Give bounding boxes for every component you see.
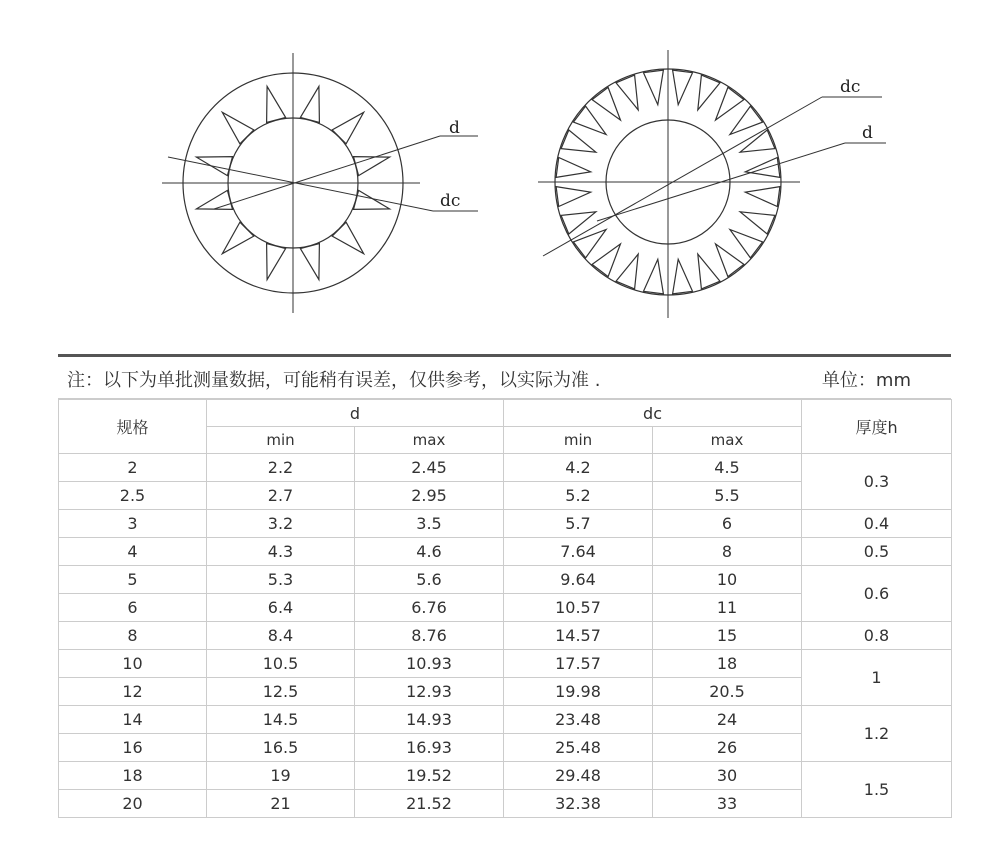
cell-d-min: 8.4 xyxy=(207,622,355,650)
left-dc-label: dc xyxy=(440,191,461,211)
cell-spec: 2 xyxy=(59,454,207,482)
inner-tooth xyxy=(222,222,254,254)
cell-d-min: 2.2 xyxy=(207,454,355,482)
left-dc-leader xyxy=(168,157,433,211)
cell-dc-max: 24 xyxy=(653,706,802,734)
outer-tooth xyxy=(573,230,606,258)
cell-d-max: 3.5 xyxy=(355,510,504,538)
cell-thickness: 0.8 xyxy=(802,622,952,650)
cell-dc-max: 11 xyxy=(653,594,802,622)
cell-thickness: 0.5 xyxy=(802,538,952,566)
outer-tooth xyxy=(716,87,744,120)
cell-thickness: 1.2 xyxy=(802,706,952,762)
cell-dc-max: 18 xyxy=(653,650,802,678)
dimensions-table xyxy=(58,399,952,818)
cell-d-max: 8.76 xyxy=(355,622,504,650)
cell-dc-min: 25.48 xyxy=(504,734,653,762)
inner-tooth xyxy=(196,190,232,209)
outer-tooth xyxy=(673,70,693,105)
outer-tooth xyxy=(745,158,780,178)
outer-tooth xyxy=(592,87,620,120)
cell-dc-max: 5.5 xyxy=(653,482,802,510)
cell-dc-max: 33 xyxy=(653,790,802,818)
internal-tooth-washer-drawing xyxy=(162,53,478,313)
cell-d-min: 12.5 xyxy=(207,678,355,706)
cell-dc-min: 17.57 xyxy=(504,650,653,678)
cell-dc-min: 32.38 xyxy=(504,790,653,818)
cell-dc-max: 8 xyxy=(653,538,802,566)
cell-spec: 3 xyxy=(59,510,207,538)
cell-dc-max: 10 xyxy=(653,566,802,594)
cell-dc-min: 4.2 xyxy=(504,454,653,482)
cell-thickness: 1 xyxy=(802,650,952,706)
cell-thickness: 0.6 xyxy=(802,566,952,622)
outer-tooth xyxy=(556,187,591,207)
cell-d-min: 4.3 xyxy=(207,538,355,566)
table-row xyxy=(59,510,952,538)
cell-d-min: 6.4 xyxy=(207,594,355,622)
cell-d-min: 16.5 xyxy=(207,734,355,762)
inner-tooth xyxy=(300,86,319,122)
right-dc-label: dc xyxy=(840,77,861,97)
washer-drawings xyxy=(0,0,1000,340)
cell-d-min: 5.3 xyxy=(207,566,355,594)
cell-dc-max: 20.5 xyxy=(653,678,802,706)
left-d-leader xyxy=(214,136,440,209)
inner-tooth xyxy=(300,244,319,280)
outer-tooth xyxy=(730,106,763,134)
outer-tooth xyxy=(730,230,763,258)
cell-spec: 4 xyxy=(59,538,207,566)
cell-thickness: 0.3 xyxy=(802,454,952,510)
inner-tooth xyxy=(267,86,286,122)
cell-d-max: 12.93 xyxy=(355,678,504,706)
cell-d-max: 19.52 xyxy=(355,762,504,790)
outer-tooth xyxy=(573,106,606,134)
cell-d-max: 5.6 xyxy=(355,566,504,594)
header-thickness: 厚度h xyxy=(802,400,952,454)
cell-dc-min: 9.64 xyxy=(504,566,653,594)
cell-dc-min: 23.48 xyxy=(504,706,653,734)
cell-dc-max: 6 xyxy=(653,510,802,538)
table-row xyxy=(59,454,952,482)
table-row xyxy=(59,538,952,566)
cell-dc-min: 7.64 xyxy=(504,538,653,566)
cell-dc-min: 19.98 xyxy=(504,678,653,706)
inner-tooth xyxy=(267,244,286,280)
cell-d-max: 2.45 xyxy=(355,454,504,482)
outer-tooth xyxy=(592,244,620,277)
table-row xyxy=(59,650,952,678)
header-d-min: min xyxy=(207,427,355,454)
cell-dc-max: 26 xyxy=(653,734,802,762)
cell-spec: 18 xyxy=(59,762,207,790)
inner-tooth xyxy=(332,112,364,144)
table-row xyxy=(59,622,952,650)
left-d-label: d xyxy=(449,118,460,138)
table-body xyxy=(59,454,952,818)
header-dc-min: min xyxy=(504,427,653,454)
cell-d-min: 2.7 xyxy=(207,482,355,510)
cell-spec: 5 xyxy=(59,566,207,594)
cell-d-max: 16.93 xyxy=(355,734,504,762)
spec-table xyxy=(58,354,951,820)
table-row xyxy=(59,762,952,790)
cell-spec: 10 xyxy=(59,650,207,678)
header-d-max: max xyxy=(355,427,504,454)
cell-dc-min: 10.57 xyxy=(504,594,653,622)
header-d: d xyxy=(207,400,504,427)
header-spec: 规格 xyxy=(59,400,207,454)
outer-tooth xyxy=(716,244,744,277)
table-row xyxy=(59,566,952,594)
unit-text: 单位：mm xyxy=(821,370,911,391)
cell-d-max: 21.52 xyxy=(355,790,504,818)
cell-dc-min: 14.57 xyxy=(504,622,653,650)
inner-tooth xyxy=(354,190,390,209)
outer-tooth xyxy=(673,259,693,294)
outer-tooth xyxy=(644,70,664,105)
cell-spec: 20 xyxy=(59,790,207,818)
cell-d-min: 10.5 xyxy=(207,650,355,678)
cell-spec: 2.5 xyxy=(59,482,207,510)
cell-thickness: 0.4 xyxy=(802,510,952,538)
cell-spec: 12 xyxy=(59,678,207,706)
cell-dc-max: 4.5 xyxy=(653,454,802,482)
cell-spec: 14 xyxy=(59,706,207,734)
cell-thickness: 1.5 xyxy=(802,762,952,818)
cell-spec: 16 xyxy=(59,734,207,762)
cell-d-min: 3.2 xyxy=(207,510,355,538)
inner-tooth xyxy=(222,112,254,144)
cell-dc-min: 5.2 xyxy=(504,482,653,510)
outer-tooth xyxy=(556,158,591,178)
cell-dc-max: 15 xyxy=(653,622,802,650)
inner-tooth xyxy=(354,157,390,176)
cell-dc-max: 30 xyxy=(653,762,802,790)
outer-tooth xyxy=(644,259,664,294)
cell-spec: 6 xyxy=(59,594,207,622)
table-row xyxy=(59,706,952,734)
note-row xyxy=(58,354,951,399)
note-text: 注：以下为单批测量数据，可能稍有误差，仅供参考，以实际为准 . xyxy=(67,370,601,391)
cell-d-max: 6.76 xyxy=(355,594,504,622)
right-d-label: d xyxy=(862,123,873,143)
cell-d-max: 2.95 xyxy=(355,482,504,510)
cell-d-min: 19 xyxy=(207,762,355,790)
cell-dc-min: 5.7 xyxy=(504,510,653,538)
header-dc: dc xyxy=(504,400,802,427)
external-tooth-washer-drawing xyxy=(538,50,886,318)
inner-tooth xyxy=(332,222,364,254)
outer-tooth xyxy=(745,187,780,207)
cell-dc-min: 29.48 xyxy=(504,762,653,790)
cell-d-min: 21 xyxy=(207,790,355,818)
cell-d-min: 14.5 xyxy=(207,706,355,734)
cell-d-max: 14.93 xyxy=(355,706,504,734)
cell-d-max: 4.6 xyxy=(355,538,504,566)
cell-d-max: 10.93 xyxy=(355,650,504,678)
header-dc-max: max xyxy=(653,427,802,454)
cell-spec: 8 xyxy=(59,622,207,650)
